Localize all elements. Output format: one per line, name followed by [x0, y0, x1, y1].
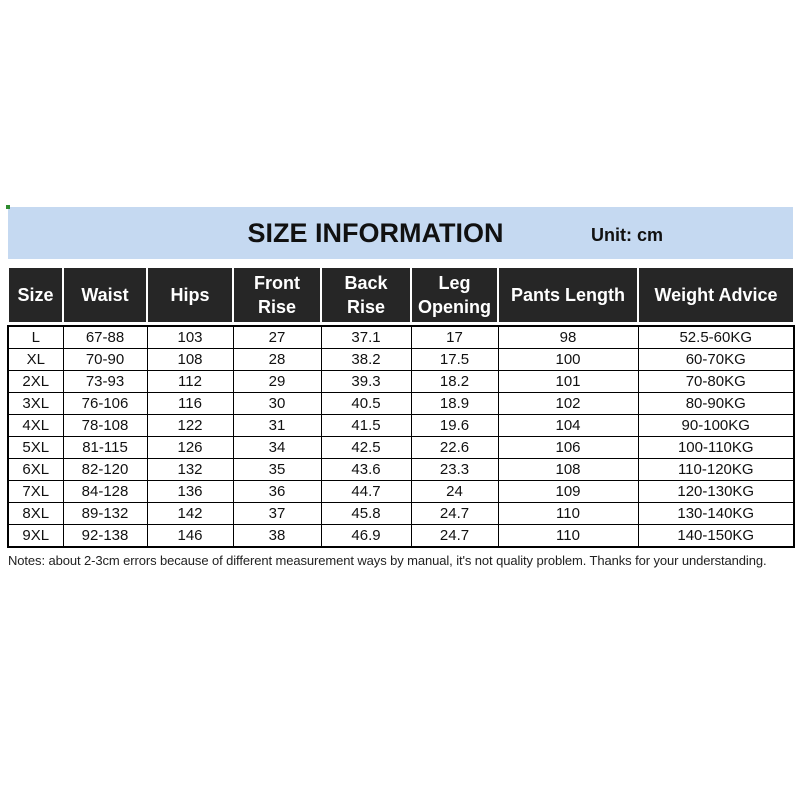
- table-cell: 146: [147, 525, 233, 548]
- table-cell: L: [8, 326, 63, 349]
- table-cell: 24: [411, 481, 498, 503]
- table-cell: 101: [498, 371, 638, 393]
- table-cell: 34: [233, 437, 321, 459]
- table-row: [8, 349, 794, 371]
- column-header: [63, 267, 147, 323]
- table-row: [8, 525, 794, 548]
- column-header-label: Front: [254, 273, 300, 293]
- header-row: [8, 267, 794, 323]
- title-bar: [8, 207, 793, 259]
- table-cell: 106: [498, 437, 638, 459]
- column-header-label: Pants Length: [510, 285, 625, 305]
- table-row: [8, 481, 794, 503]
- table-row: [8, 459, 794, 481]
- column-header-label: Rise: [257, 297, 297, 317]
- table-cell: 29: [233, 371, 321, 393]
- table-cell: 17.5: [411, 349, 498, 371]
- table-cell: 37.1: [321, 326, 411, 349]
- table-row: [8, 437, 794, 459]
- table-cell: 81-115: [63, 437, 147, 459]
- table-cell: 130-140KG: [638, 503, 794, 525]
- table-cell: 108: [147, 349, 233, 371]
- table-cell: 18.9: [411, 393, 498, 415]
- table-cell: 84-128: [63, 481, 147, 503]
- table-cell: 70-90: [63, 349, 147, 371]
- table-cell: 42.5: [321, 437, 411, 459]
- table-cell: 126: [147, 437, 233, 459]
- table-cell: 27: [233, 326, 321, 349]
- table-cell: 44.7: [321, 481, 411, 503]
- table-cell: 60-70KG: [638, 349, 794, 371]
- table-row: [8, 326, 794, 349]
- column-header-label: Weight Advice: [654, 285, 778, 305]
- table-cell: 100-110KG: [638, 437, 794, 459]
- table-cell: 120-130KG: [638, 481, 794, 503]
- table-cell: 6XL: [8, 459, 63, 481]
- table-cell: 45.8: [321, 503, 411, 525]
- table-cell: 24.7: [411, 525, 498, 548]
- column-header-label: Opening: [418, 297, 491, 317]
- column-header: [8, 267, 63, 323]
- table-cell: 110: [498, 503, 638, 525]
- table-cell: 110-120KG: [638, 459, 794, 481]
- table-row: [8, 503, 794, 525]
- table-cell: 8XL: [8, 503, 63, 525]
- size-table-header: [7, 266, 795, 324]
- table-cell: 102: [498, 393, 638, 415]
- table-cell: 37: [233, 503, 321, 525]
- table-cell: 5XL: [8, 437, 63, 459]
- table-cell: 132: [147, 459, 233, 481]
- size-table: [7, 325, 795, 548]
- notes-text: Notes: about 2-3cm errors because of different measurement ways by manual, it's not quality problem. Thanks for your understanding.: [8, 553, 767, 568]
- table-cell: 140-150KG: [638, 525, 794, 548]
- table-cell: 4XL: [8, 415, 63, 437]
- column-header-label: Hips: [170, 285, 210, 305]
- table-cell: 92-138: [63, 525, 147, 548]
- table-cell: 100: [498, 349, 638, 371]
- table-cell: 89-132: [63, 503, 147, 525]
- table-cell: 23.3: [411, 459, 498, 481]
- table-cell: 7XL: [8, 481, 63, 503]
- table-cell: XL: [8, 349, 63, 371]
- table-cell: 28: [233, 349, 321, 371]
- table-cell: 90-100KG: [638, 415, 794, 437]
- table-cell: 46.9: [321, 525, 411, 548]
- table-cell: 70-80KG: [638, 371, 794, 393]
- column-header-label: Back: [344, 273, 388, 293]
- unit-label: Unit: cm: [591, 225, 663, 245]
- column-header: [233, 267, 321, 323]
- table-cell: 52.5-60KG: [638, 326, 794, 349]
- table-cell: 43.6: [321, 459, 411, 481]
- table-cell: 76-106: [63, 393, 147, 415]
- table-cell: 109: [498, 481, 638, 503]
- table-cell: 39.3: [321, 371, 411, 393]
- table-cell: 36: [233, 481, 321, 503]
- table-cell: 136: [147, 481, 233, 503]
- column-header-label: Rise: [346, 297, 386, 317]
- column-header-label: Waist: [81, 285, 129, 305]
- column-header: [411, 267, 498, 323]
- table-cell: 2XL: [8, 371, 63, 393]
- table-row: [8, 393, 794, 415]
- table-row: [8, 415, 794, 437]
- table-cell: 103: [147, 326, 233, 349]
- table-cell: 73-93: [63, 371, 147, 393]
- column-header: [498, 267, 638, 323]
- table-cell: 41.5: [321, 415, 411, 437]
- table-cell: 3XL: [8, 393, 63, 415]
- table-cell: 24.7: [411, 503, 498, 525]
- table-cell: 9XL: [8, 525, 63, 548]
- column-header: [147, 267, 233, 323]
- table-cell: 38.2: [321, 349, 411, 371]
- table-cell: 40.5: [321, 393, 411, 415]
- table-cell: 22.6: [411, 437, 498, 459]
- table-cell: 18.2: [411, 371, 498, 393]
- column-header: [321, 267, 411, 323]
- table-cell: 30: [233, 393, 321, 415]
- column-header: [638, 267, 794, 323]
- table-cell: 80-90KG: [638, 393, 794, 415]
- table-cell: 116: [147, 393, 233, 415]
- table-cell: 112: [147, 371, 233, 393]
- table-cell: 31: [233, 415, 321, 437]
- table-cell: 82-120: [63, 459, 147, 481]
- table-cell: 98: [498, 326, 638, 349]
- table-row: [8, 371, 794, 393]
- table-cell: 19.6: [411, 415, 498, 437]
- table-cell: 17: [411, 326, 498, 349]
- table-cell: 122: [147, 415, 233, 437]
- table-cell: 142: [147, 503, 233, 525]
- column-header-label: Size: [17, 285, 54, 305]
- column-header-label: Leg: [438, 273, 471, 293]
- table-cell: 108: [498, 459, 638, 481]
- table-cell: 67-88: [63, 326, 147, 349]
- table-cell: 38: [233, 525, 321, 548]
- table-cell: 110: [498, 525, 638, 548]
- table-cell: 104: [498, 415, 638, 437]
- table-cell: 78-108: [63, 415, 147, 437]
- table-cell: 35: [233, 459, 321, 481]
- page-title: SIZE INFORMATION: [247, 218, 504, 248]
